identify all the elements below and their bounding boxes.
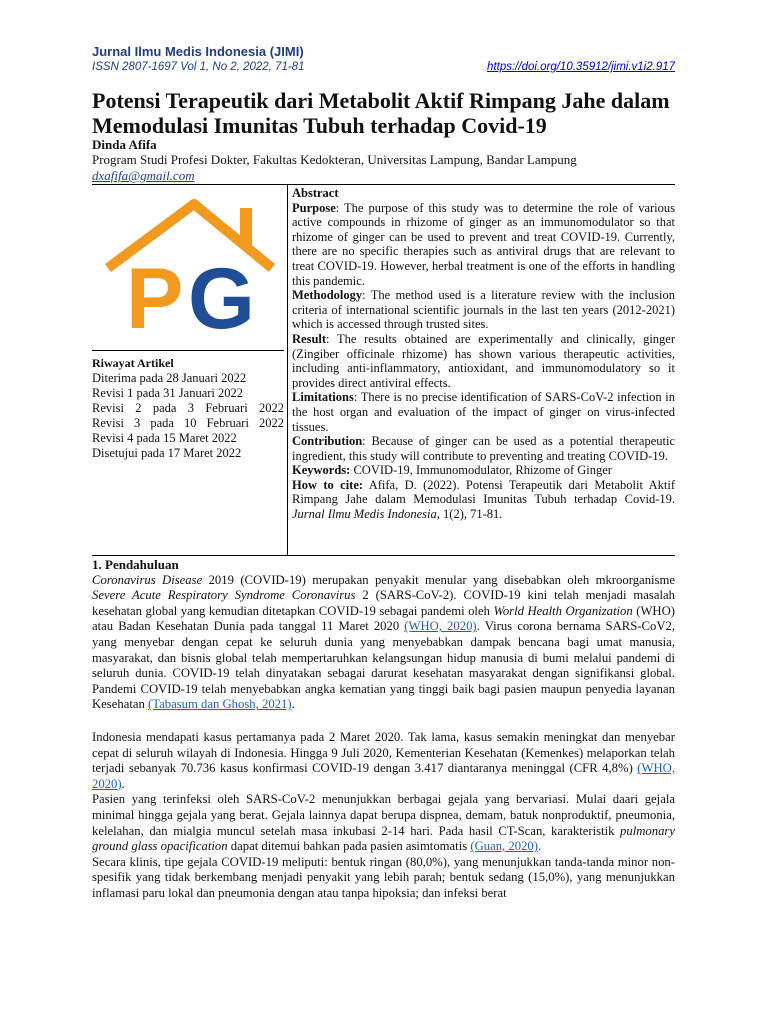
- doi-link[interactable]: https://doi.org/10.35912/jimi.v1i2.917: [487, 61, 675, 73]
- body-text: [92, 557, 675, 901]
- author-affiliation: Program Studi Profesi Dokter, Fakultas Kedokteran, Universitas Lampung, Bandar Lampung: [92, 152, 577, 167]
- section-heading: 1. Pendahuluan: [92, 557, 179, 572]
- paragraph: Coronavirus Disease 2019 (COVID-19) merupakan penyakit menular yang disebabkan oleh mkroorganisme Severe Acute Respiratory Syndrome Coronavirus 2 (SARS-CoV-2). COVID-19 kini telah menjadi masalah kesehatan global yang kemudian ditetapkan COVID-19 sebagai pandemi oleh World Health Organization (WHO) atau Badan Kesehatan Dunia pada tanggal 11 Maret 2020 (WHO, 2020). Virus corona bernama SARS-CoV2, yang menyebar dengan cepat ke seluruh dunia yang menyebabkan dampak bencana bagi umat manusia, masyarakat, dan bisnis global telah mempertaruhkan kelangsungan hidup manusia di bumi melalui pandemi di seluruh dunia. COVID-19 telah dinyatakan sebagai darurat kesehatan masyarakat dengan signifikansi global. Pandemi COVID-19 telah menyebabkan angka kematian yang tinggi baik bagi pasien maupun penyedia layanan Kesehatan (Tabasum dan Ghosh, 2021).: [92, 572, 675, 712]
- top-rule: [92, 184, 675, 185]
- section-rule: [92, 555, 675, 556]
- history-line: Revisi 1 pada 31 Januari 2022: [92, 386, 244, 400]
- history-rule: [92, 350, 284, 351]
- citation-link[interactable]: (Tabasum dan Ghosh, 2021): [148, 697, 292, 712]
- abstract-purpose: Purpose: The purpose of this study was to determine the role of various active compounds in rhizome of ginger as an immunomodulator so that rhizome of ginger can be used to prevent and treat COVID-19. Currently, there are no specific therapies such as antiviral drugs that are relevant to treat COVID-19. However, herbal treatment is one of the efforts in handling this pandemic.: [292, 200, 675, 288]
- article-history: [92, 356, 284, 461]
- citation-link[interactable]: (WHO, 2020): [404, 619, 477, 634]
- paragraph: Indonesia mendapati kasus pertamanya pada 2 Maret 2020. Tak lama, kasus semakin meningkat dan menyebar cepat di seluruh wilayah di Indonesia. Hingga 9 Juli 2020, Kementerian Kesehatan (Kemenkes) melaporkan telah terjadi sebanyak 70.736 kasus konfirmasi COVID-19 dengan 3.417 diantaranya meninggal (CFR 4,8%) (WHO, 2020).: [92, 729, 675, 791]
- abstract-limitations: Limitations: There is no precise identification of SARS-CoV-2 infection in the host organ and evaluation of the impact of ginger on virus-infected tissues.: [292, 390, 675, 434]
- paper-title: Potensi Terapeutik dari Metabolit Aktif Rimpang Jahe dalam Memodulasi Imunitas Tubuh terhadap Covid-19: [92, 88, 670, 138]
- author-email[interactable]: dxafifa@gmail.com: [92, 168, 195, 183]
- abstract-keywords: Keywords: COVID-19, Immunomodulator, Rhizome of Ginger: [292, 463, 612, 478]
- abstract: [292, 186, 675, 522]
- logo-g-letter: G: [188, 251, 255, 336]
- author-name: Dinda Afifa: [92, 137, 157, 152]
- journal-name: Jurnal Ilmu Medis Indonesia (JIMI): [92, 44, 304, 59]
- citation-link[interactable]: (Guan, 2020): [470, 839, 538, 854]
- citation-link[interactable]: (WHO, 2020): [92, 761, 675, 791]
- history-line: Revisi 4 pada 15 Maret 2022: [92, 431, 237, 445]
- history-line: Revisi 2 pada 3 Februari 2022: [92, 401, 284, 415]
- paragraph: Pasien yang terinfeksi oleh SARS-CoV-2 menunjukkan berbagai gejala yang bervariasi. Mulai daari gejala minimal hingga gejala yang berat. Gejala lainnya dapat berupa dispnea, demam, batuk nonproduktif, pneumonia, kelelahan, dan mialgia muncul setelah masa inkubasi 2-14 hari. Pada hasil CT-Scan, karakteristik pulmonary ground glass opacification dapat ditemui bahkan pada pasien asimtomatis (Guan, 2020).: [92, 792, 675, 854]
- history-line: Revisi 3 pada 10 Februari 2022: [92, 416, 284, 430]
- abstract-heading: Abstract: [292, 186, 339, 200]
- abstract-methodology: Methodology: The method used is a literature review with the inclusion criteria of international scientific journals in the last ten years (2012-2021) which is accessed through trusted sites.: [292, 288, 675, 332]
- issn-volume: ISSN 2807-1697 Vol 1, No 2, 2022, 71-81: [92, 61, 305, 73]
- history-heading: Riwayat Artikel: [92, 356, 174, 370]
- abstract-contribution: Contribution: Because of ginger can be used as a potential therapeutic ingredient, this study will contribute to preventing and treating COVID-19.: [292, 434, 675, 463]
- abstract-citation: How to cite: Afifa, D. (2022). Potensi Terapeutik dari Metabolit Aktif Rimpang Jahe dalam Memodulasi Imunitas Tubuh terhadap Covid-19. Jurnal Ilmu Medis Indonesia, 1(2), 71-81.: [292, 477, 675, 522]
- paragraph: Secara klinis, tipe gejala COVID-19 meliputi: bentuk ringan (80,0%), yang menunjukkan tanda-tanda minor non-spesifik yang tidak berkembang menjadi penyakit yang lebih parah; bentuk sedang (15,0%), yang menunjukkan inflamasi paru lokal dan pneumonia dengan atau tanpa hipoksia; dan infeksi berat: [92, 854, 675, 900]
- column-divider: [287, 184, 288, 555]
- history-line: Disetujui pada 17 Maret 2022: [92, 446, 242, 460]
- logo-chimney: [240, 208, 252, 246]
- logo-p-letter: P: [126, 251, 184, 336]
- publisher-logo: [102, 196, 280, 336]
- abstract-result: Result: The results obtained are experimentally and clinically, ginger (Zingiber officinale rhizome) has shown various therapeutic activities, including anti-inflammatory, antioxidant, and immunomodulatory so it provides direct antiviral effects.: [292, 331, 675, 390]
- history-line: Diterima pada 28 Januari 2022: [92, 371, 247, 385]
